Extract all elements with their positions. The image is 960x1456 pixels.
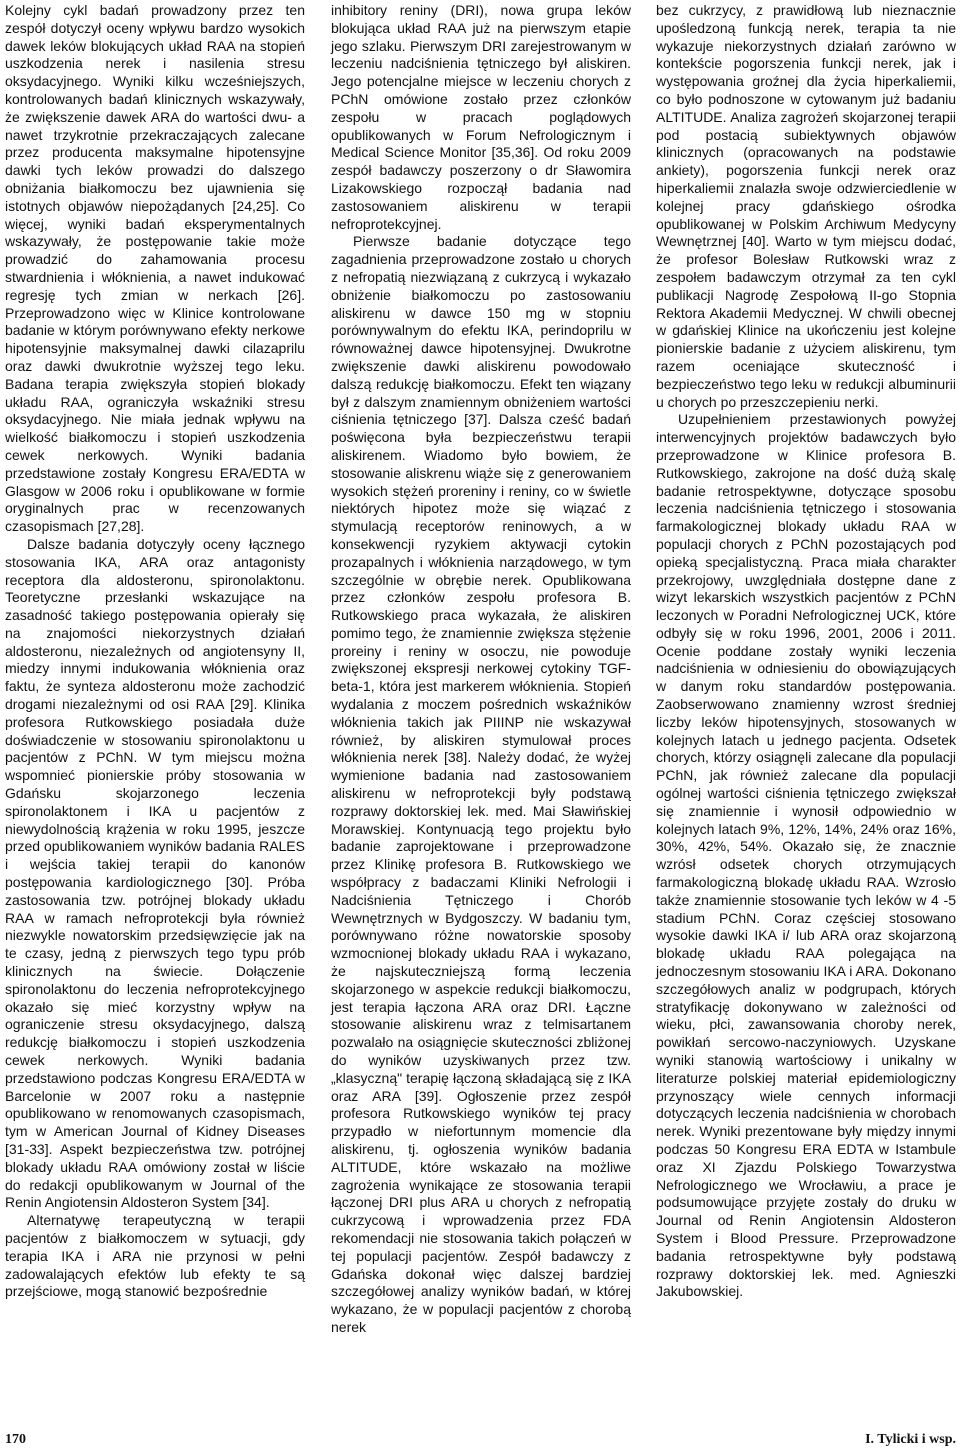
paragraph: bez cukrzycy, z prawidłową lub nieznacznie upośledzoną funkcją nerek, terapia ta nie wykazuje niekorzystnych działań zarówno w kontekście pogorszenia funkcji nerek, jak i występowania groźnej dla życia hiperkaliemii, co było podnoszone w cytowanym już badaniu ALTITUDE. Analiza zagrożeń skojarzonej terapii pod postacią subiektywnych objawów klinicznych (opracowanych na podstawie ankiety), pogorszenia funkcji nerek oraz hiperkaliemii znalazła swoje odzwierciedlenie w kolejnej pracy gdańskiego ośrodka opublikowanej w Polskim Archiwum Medycyny Wewnętrznej [40]. Warto w tym miejscu dodać, że profesor Bolesław Rutkowski wraz z zespołem badawczym otrzymał za ten cykl publikacji Nagrodę Zespołową II-go Stopnia Rektora Akademii Medycznej. W chwili obecnej w gdańskiej Klinice na ukończeniu jest kolejne pionierskie badanie z użyciem aliskirenu, tym razem oceniające skuteczność i bezpieczeństwo tego leku w redukcji albuminurii u chorych po przeszczepieniu nerki.: [656, 2, 956, 410]
paragraph: Alternatywę terapeutyczną w terapii pacjentów z białkomoczem w sytuacji, gdy terapia IKA i ARA nie przynosi w pełni zadowalających efektów lub efekty te są przejściowe, mogą stanowić bezpośrednie: [5, 1212, 305, 1300]
page-number: 170: [5, 1432, 26, 1447]
text-column-1: [5, 2, 305, 1301]
running-head: I. Tylicki i wsp.: [865, 1432, 956, 1447]
paragraph: Pierwsze badanie dotyczące tego zagadnienia przeprowadzone zostało u chorych z nefropatią niezwiązaną z cukrzycą i wykazało obniżenie białkomoczu po zastosowaniu aliskirenu w dawce 150 mg w stopniu porównywalnym do efektu IKA, perindoprilu w równoważnej dawce hipotensyjnej. Dwukrotne zwiększenie dawki aliskirenu powodowało dalszą redukcję białkomoczu. Efekt ten wiązany był z dalszym znamiennym obniżeniem wartości ciśnienia tętniczego [37]. Dalsza cześć badań poświęcona była bezpieczeństwu terapii aliskirenem. Wiadomo było bowiem, że stosowanie aliskrenu wiąże się z generowaniem wysokich stężeń proreniny i reniny, co w świetle niektórych hipotez może się wiązać z stymulacją receptorów reninowych, a w konsekwencji ryzykiem aktywacji cytokin prozapalnych i włóknienia narządowego, w tym szczególnie w obrębie nerek. Opublikowana przez członków zespołu profesora B. Rutkowskiego praca wykazała, że aliskiren pomimo tego, że znamiennie zwiększa stężenie proreiny i reniny w osoczu, nie powoduje zwiększonej ekspresji nerkowej cytokiny TGF-beta-1, która jest markerem włóknienia. Stopień wydalania z moczem pośrednich wskaźników włóknienia takich jak PIIINP nie wskazywał również, by aliskiren stymulował proces włóknienia nerek [38]. Należy dodać, że wyżej wymienione badania nad zastosowaniem aliskirenu w nefroprotekcji były podstawą rozprawy doktorskiej lek. med. Mai Sławińskiej Morawskiej. Kontynuacją tego projektu było badanie zaprojektowane i przeprowadzone przez Klinikę profesora B. Rutkowskiego we współpracy z badaczami Kliniki Nefrologii i Nadciśnienia Tętniczego i Chorób Wewnętrznych w Bydgoszczy. W badaniu tym, porównywano różne nowatorskie sposoby wzmocnionej blokady układu RAA i wykazano, że najskuteczniejszą formą leczenia skojarzonego w aspekcie redukcji białkomoczu, jest terapia łączona ARA oraz DRI. Łączne stosowanie aliskirenu wraz z telmisartanem pozwalało na osiągnięcie skuteczności zbliżonej do wyników uzyskiwanych przez tzw. „klasyczną" terapię łączoną składającą się z IKA oraz ARA [39]. Ogłoszenie przez zespół profesora Rutkowskiego wyników tej pracy przypadło w niefortunnym momencie dla aliskirenu, tj. ogłoszenia wyników badania ALTITUDE, które wskazało na możliwe zagrożenia wynikające ze stosowania terapii łączonej DRI plus ARA u chorych z nefropatią cukrzycową i wprowadzenia przez FDA rekomendacji nie stosowania takich połączeń w tej populacji pacjentów. Zespół badawczy z Gdańska dokonał więc dalszej bardziej szczegółowej analizy wyników badań, w której wykazano, że w populacji pacjentów z chorobą nerek: [331, 233, 631, 1335]
page-footer: [0, 1432, 960, 1452]
paragraph: Dalsze badania dotyczyły oceny łącznego stosowania IKA, ARA oraz antagonisty receptora dla aldosteronu, spironolaktonu. Teoretyczne przesłanki wskazujące na zasadność takiego postępowania opierały się na znajomości niekorzystnych działań aldosteronu, niezależnych od angiotensyny II, miedzy innymi indukowania włóknienia oraz faktu, że synteza aldosteronu może zachodzić drogami niezależnymi od osi RAA [29]. Klinika profesora Rutkowskiego posiadała duże doświadczenie w stosowaniu spironolaktonu u pacjentów z PChN. W tym miejscu można wspomnieć pionierskie próby stosowania w Gdańsku skojarzonego leczenia spironolaktonem i IKA u pacjentów z niewydolnością krążenia w roku 1995, jeszcze przed opublikowaniem wyników badania RALES i wejścia takiej terapii do kanonów postępowania kardiologicznego [30]. Próba zastosowania tzw. potrójnej blokady układu RAA w ramach nefroprotekcji była również niezwykle nowatorskim przedsięwzięcie jak na te czasy, jedną z pierwszych tego typu prób klinicznych na świecie. Dołączenie spironolaktonu do leczenia nefroprotekcyjnego okazało się mieć korzystny wpływ na ograniczenie stresu oksydacyjnego, dalszą redukcję białkomoczu i stopień uszkodzenia cewek nerkowych. Wyniki badania przedstawiono podczas Kongresu ERA/EDTA w Barcelonie w 2007 roku a następnie opublikowano w renomowanych czasopismach, tym w American Journal of Kidney Diseases [31-33]. Aspekt bezpieczeństwa tzw. potrójnej blokady układu RAA omówiony został w liście do redakcji opublikowanym w Journal of the Renin Angiotensin Aldosteron System [34].: [5, 535, 305, 1211]
text-column-2: [331, 2, 631, 1337]
paragraph: Uzupełnieniem przestawionych powyżej interwencyjnych projektów badawczych było przeprowadzone w Klinice profesora B. Rutkowskiego, zakrojone na dość dużą skalę badanie retrospektywne, dotyczące sposobu leczenia nadciśnienia tętniczego i stosowania farmakologicznej blokady układu RAA w populacji chorych z PChN pozostających pod opieką specjalistyczną. Praca miała charakter przekrojowy, uwzględniała dostępne dane z wizyt lekarskich wszystkich pacjentów z PChN leczonych w Poradni Nefrologicznej UCK, które odbyły się w roku 1996, 2001, 2006 i 2011. Ocenie poddane zostały wyniki leczenia nadciśnienia w odniesieniu do obowiązujących w danym roku standardów postępowania. Zaobserwowano znamienny wzrost średniej liczby leków hipotensyjnych, stosowanych w kolejnych latach u jednego pacjenta. Odsetek chorych, którzy osiągnęli zalecane dla populacji PChN, jak również zalecane dla populacji ogólnej wartości ciśnienia tętniczego zwiększał się znamiennie i wynosił odpowiednio w kolejnych latach 9%, 12%, 14%, 24% oraz 16%, 30%, 42%, 54%. Okazało się, że znacznie wzrósł odsetek chorych otrzymujących farmakologiczną blokadę układu RAA. Wzrosło także znamiennie stosowanie tych leków w 4 -5 stadium PChN. Coraz częściej stosowano wysokie dawki IKA i/ lub ARA oraz skojarzoną blokadę układu RAA polegająca na jednoczesnym stosowaniu IKA i ARA. Dokonano szczegółowych analiz w podgrupach, których stratyfikację dokonywano w zależności od wieku, płci, zawansowania choroby nerek, powikłań sercowo-naczyniowych. Uzyskane wyniki stanowią wartościowy i unikalny w literaturze polskiej materiał epidemiologiczny przynoszący wiele cennych informacji dotyczących leczenia nadciśnienia w chorobach nerek. Wyniki prezentowane były między innymi podczas 50 Kongresu ERA EDTA w Istambule oraz XI Zjazdu Polskiego Towarzystwa Nefrologicznego we Wrocławiu, a prace je podsumowujące przyjęte zostały do druku w Journal od Renin Angiotensin Aldosteron System i Blood Pressure. Przeprowadzone badania retrospektywne były podstawą rozprawy doktorskiej lek. med. Agnieszki Jakubowskiej.: [656, 411, 956, 1300]
paragraph: inhibitory reniny (DRI), nowa grupa leków blokująca układ RAA już na pierwszym etapie jego szlaku. Pierwszym DRI zarejestrowanym w leczeniu nadciśnienia tętniczego był aliskiren. Jego potencjalne miejsce w leczeniu chorych z PChN omówione zostało przez członków zespołu w pracach poglądowych opublikowanych w Forum Nefrologicznym i Medical Science Monitor [35,36]. Od roku 2009 zespół badawczy poszerzony o dr Sławomira Lizakowskiego rozpoczął badania nad zastosowaniem aliskirenu w terapii nefroprotekcyjnej.: [331, 2, 631, 232]
text-column-3: [656, 2, 956, 1301]
paragraph: Kolejny cykl badań prowadzony przez ten zespół dotyczył oceny wpływu bardzo wysokich dawek leków blokujących układ RAA na stopień uszkodzenia nerek i nasilenia stresu oksydacyjnego. Wyniki kilku wcześniejszych, kontrolowanych badań klinicznych wskazywały, że zwiększenie dawek ARA do wartości dwu- a nawet trzykrotnie przekraczających zalecane przez producenta maksymalne hipotensyjne dawki tych leków prowadzi do dalszego obniżania białkomoczu bez ujawnienia się istotnych objawów niepożądanych [24,25]. Co więcej, wyniki badań eksperymentalnych wskazywały, że postępowanie takie może prowadzić do zahamowania procesu stwardnienia i włóknienia, a nawet indukować regresję tych zmian w nerkach [26]. Przeprowadzono więc w Klinice kontrolowane badanie w którym porównywano efekty nerkowe hipotensyjnie maksymalnej dawki cilazaprilu oraz dawki dwukrotnie wyższej tego leku. Badana terapia zwiększyła stopień blokady układu RAA, ograniczyła wskaźniki stresu oksydacyjnego. Nie miała jednak wpływu na wielkość białkomoczu i stopień uszkodzenia cewek nerkowych. Wyniki badania przedstawione zostały Kongresu ERA/EDTA w Glasgow w 2006 roku i opublikowane w formie oryginalnych prac w recenzowanych czasopismach [27,28].: [5, 2, 305, 535]
